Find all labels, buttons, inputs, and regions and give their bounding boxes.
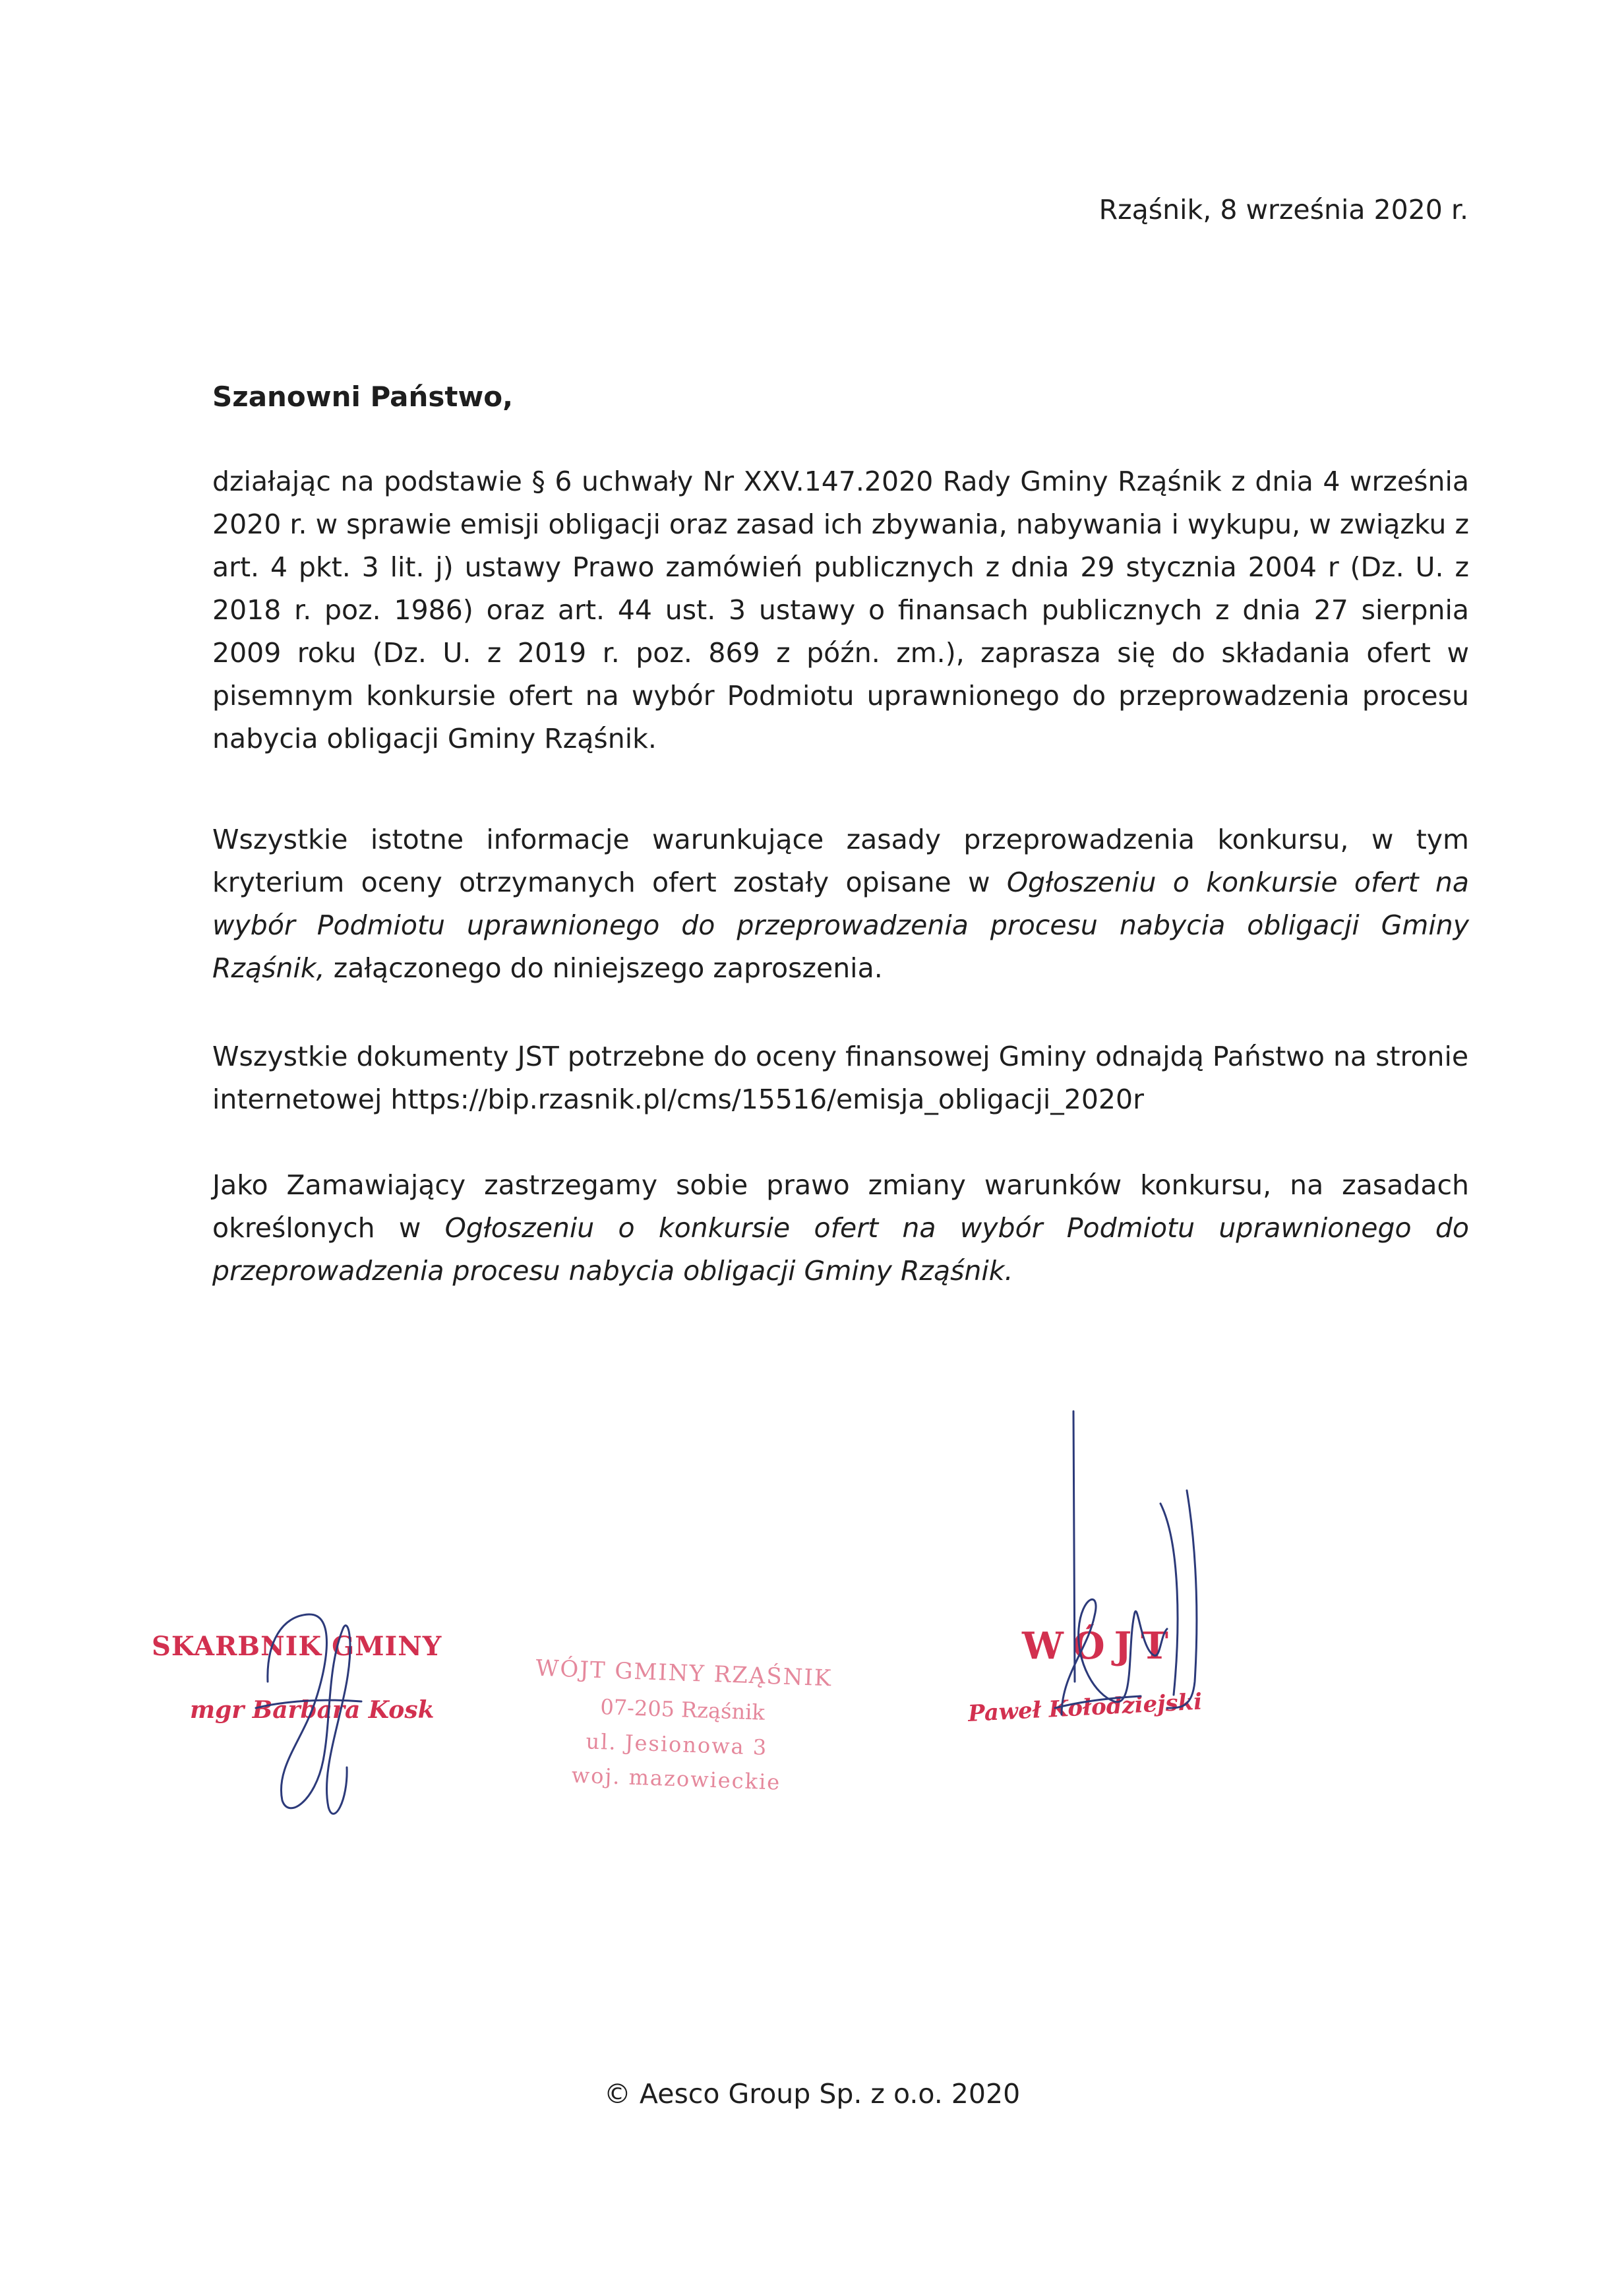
treasurer-title: SKARBNIK GMINY xyxy=(152,1631,442,1662)
footer-copyright xyxy=(0,2078,1624,2110)
announcement-title: Ogłoszeniu o konkursie ofert na wybór Podmiotu uprawnionego do przeprowadzenia procesu nabycia obligacji Gminy Rząśnik, xyxy=(212,867,1470,984)
paragraph-text: Wszystkie istotne informacje warunkujące zasady przeprowadzenia konkursu, w tym kryterium oceny otrzymanych ofert zostały opisane w xyxy=(212,824,1469,898)
mayor-signature xyxy=(1055,1411,1197,1715)
treasurer-stamp xyxy=(150,1603,493,1827)
mayor-title: WÓJT xyxy=(1022,1624,1178,1668)
paragraph-legal-basis: działając na podstawie § 6 uchwały Nr XXV.147.2020 Rady Gminy Rząśnik z dnia 4 września 2020 r. w sprawie emisji obligacji oraz zasad ich zbywania, nabywania i wykupu, w związku z art. 4 pkt. 3 lit. j) ustawy Prawo zamówień publicznych z dnia 29 stycznia 2004 r (Dz. U. z 2018 r. poz. 1986) oraz art. 44 ust. 3 ustawy o finansach publicznych z dnia 27 sierpnia 2009 roku (Dz. U. z 2019 r. poz. 869 z późn. zm.), zaprasza się do składania ofert w pisemnym konkursie ofert na wybór Podmiotu uprawnionego do przeprowadzenia procesu nabycia obligacji Gminy Rząśnik. xyxy=(212,466,1469,754)
paragraph-reservation xyxy=(212,1164,1469,1293)
office-stamp-line-1: WÓJT GMINY RZĄŚNIK xyxy=(535,1655,833,1692)
office-stamp-line-3: ul. Jesionowa 3 xyxy=(585,1728,768,1760)
office-stamp-line-2: 07-205 Rząśnik xyxy=(599,1694,766,1725)
copyright-icon: © xyxy=(603,2078,631,2110)
paragraph-documents-link: Wszystkie dokumenty JST potrzebne do oceny finansowej Gminy odnajdą Państwo na stronie internetowej https://bip.rzasnik.pl/cms/15516/emisja_obligacji_2020r xyxy=(212,1041,1469,1115)
paragraph-announcement-info xyxy=(212,818,1469,990)
signature-area xyxy=(0,1385,1624,1847)
paragraph-text: załączonego do niniejszego zaproszenia. xyxy=(324,952,883,984)
office-stamp-line-4: woj. mazowieckie xyxy=(571,1762,781,1795)
announcement-title: Ogłoszeniu o konkursie ofert na wybór Podmiotu uprawnionego do przeprowadzenia procesu nabycia obligacji Gminy Rząśnik. xyxy=(212,1212,1469,1287)
mayor-stamp xyxy=(963,1398,1240,1807)
salutation: Szanowni Państwo, xyxy=(212,381,514,413)
paragraph-text: Jako Zamawiający zastrzegamy sobie prawo zmiany warunków konkursu, na zasadach określonych w xyxy=(212,1169,1469,1244)
office-stamp xyxy=(527,1609,897,1827)
copyright-text: Aesco Group Sp. z o.o. 2020 xyxy=(639,2078,1021,2110)
letter-date: Rząśnik, 8 września 2020 r. xyxy=(1098,194,1468,226)
mayor-name: Paweł Kołodziejski xyxy=(967,1688,1203,1728)
treasurer-name: mgr Barbara Kosk xyxy=(190,1696,435,1724)
